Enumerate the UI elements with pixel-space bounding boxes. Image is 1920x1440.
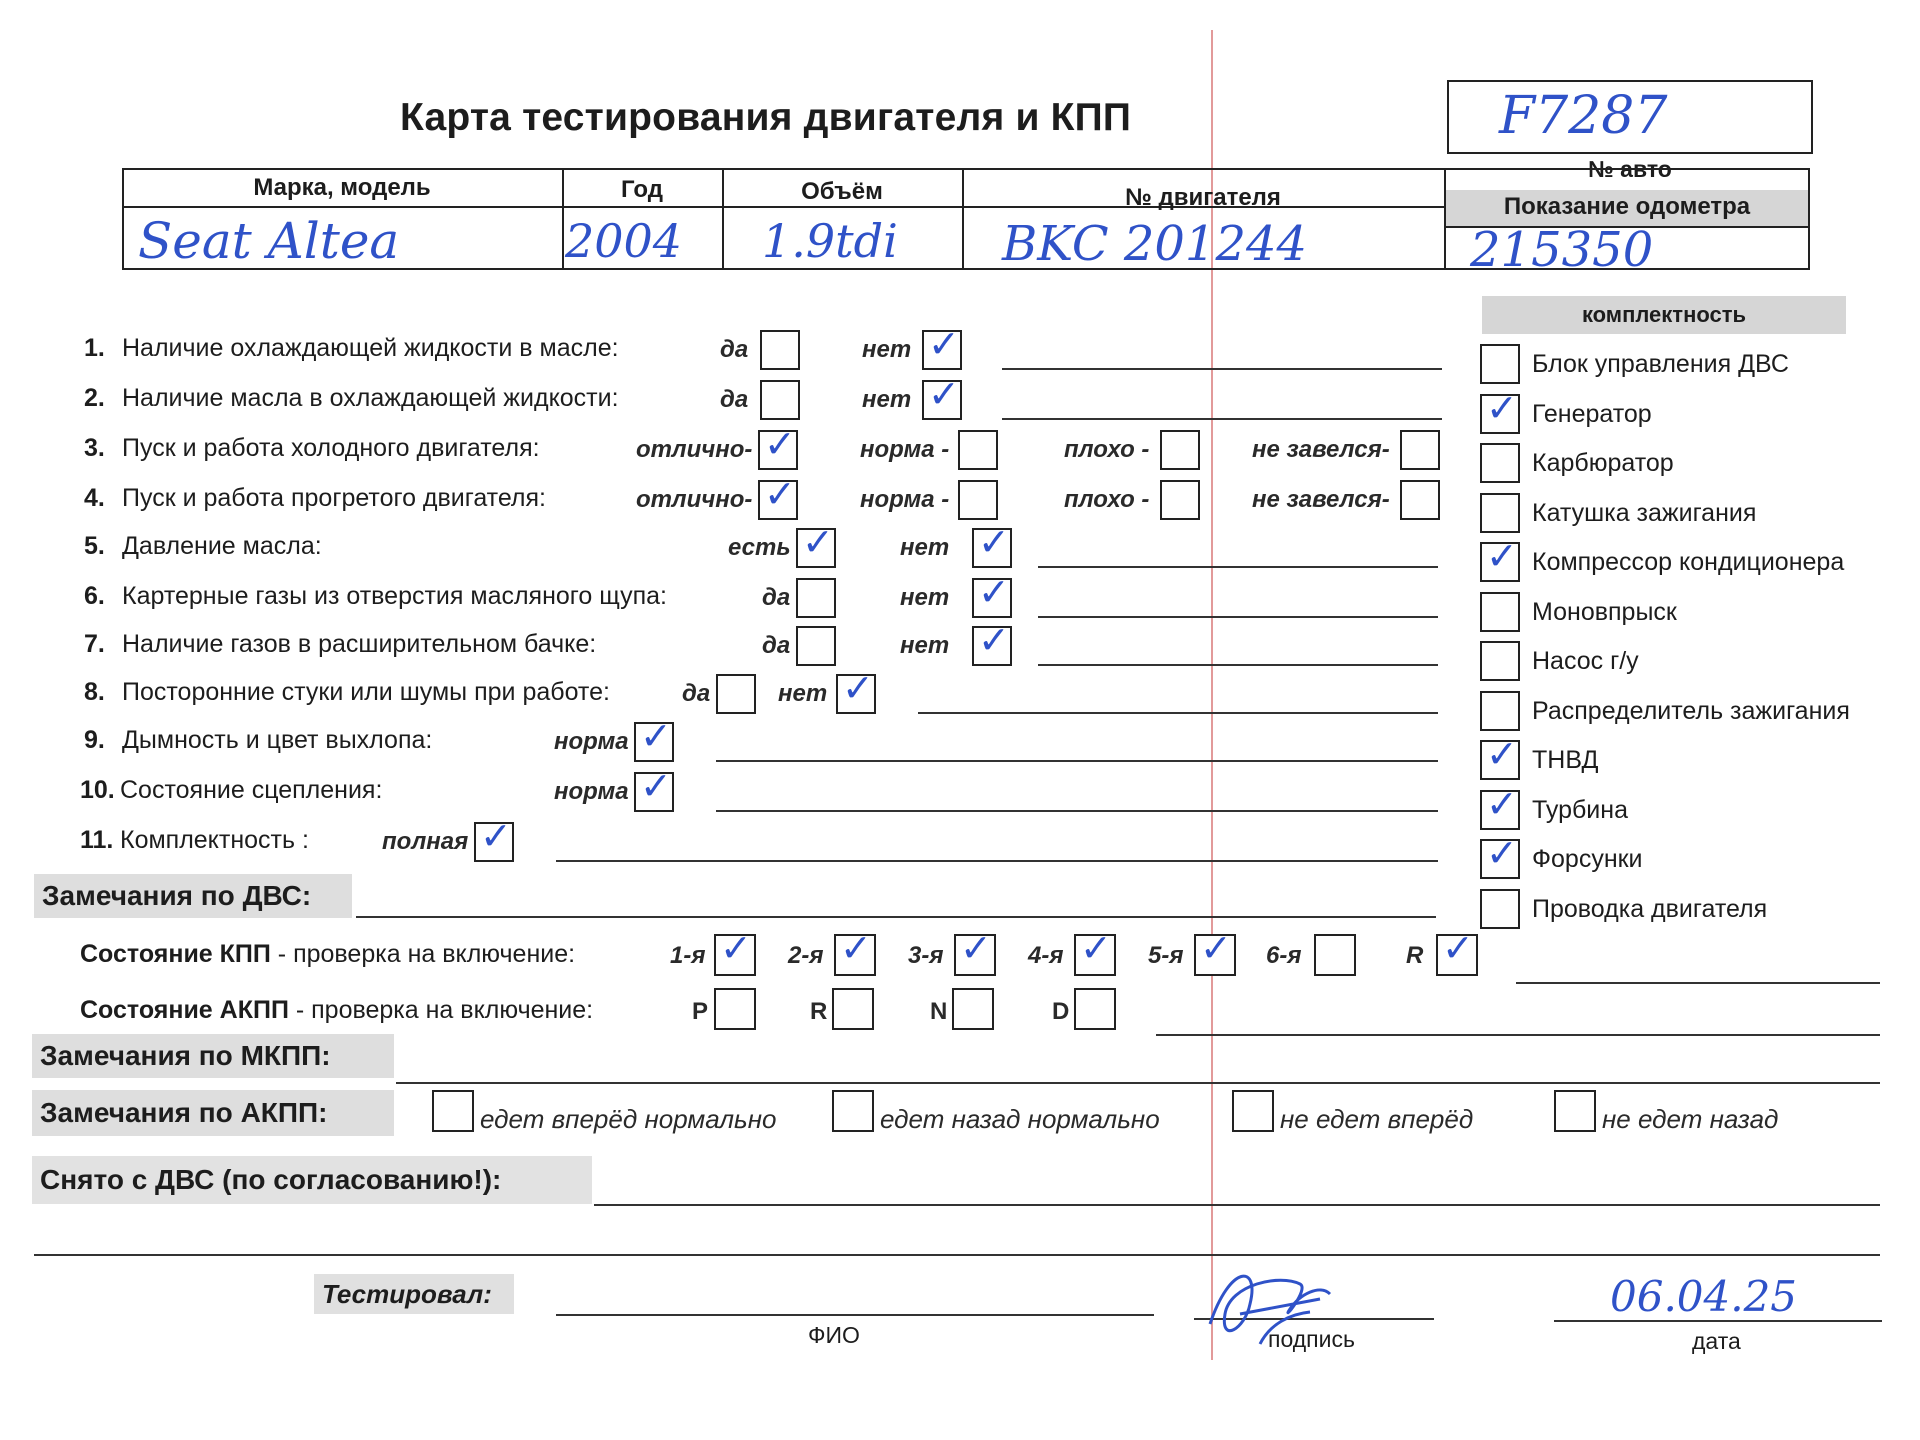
option-checkbox[interactable] [760, 380, 800, 420]
gear-label: 4-я [1028, 942, 1064, 969]
akpp-mode-checkbox[interactable] [952, 988, 994, 1030]
option-label: нет [778, 680, 828, 707]
kit-item-label: ТНВД [1532, 746, 1599, 774]
question-number: 9. [84, 726, 105, 754]
answer-line[interactable] [918, 712, 1438, 714]
option-checkbox[interactable] [716, 674, 756, 714]
check-mark-icon: ✓ [1200, 926, 1232, 970]
option-label: отлично- [636, 486, 753, 513]
check-mark-icon: ✓ [978, 520, 1010, 564]
fio-label: ФИО [808, 1322, 860, 1348]
akpp-remark-checkbox[interactable] [1232, 1090, 1274, 1132]
option-label: плохо - [1064, 486, 1150, 513]
gear-label: 6-я [1266, 942, 1302, 969]
car-number-label: № авто [1588, 156, 1672, 182]
check-mark-icon: ✓ [1486, 385, 1518, 430]
option-checkbox[interactable] [758, 472, 798, 520]
akpp-remark-label: не едет вперёд [1280, 1104, 1474, 1134]
akpp-remark-checkbox[interactable] [432, 1090, 474, 1132]
akpp-label [80, 996, 593, 1025]
check-mark-icon: ✓ [640, 764, 672, 808]
check-mark-icon: ✓ [480, 814, 512, 858]
question-text: Дымность и цвет выхлопа: [122, 726, 433, 754]
option-checkbox[interactable] [760, 330, 800, 370]
akpp-remark-label: едет вперёд нормально [480, 1104, 777, 1134]
gear-checkbox[interactable] [1194, 926, 1236, 976]
answer-line[interactable] [716, 760, 1438, 762]
kit-item-label: Моновпрыск [1532, 597, 1677, 626]
check-mark-icon: ✓ [978, 570, 1010, 614]
question-number: 2. [84, 384, 105, 412]
option-label: норма - [860, 436, 950, 463]
kit-checkbox[interactable] [1480, 641, 1520, 681]
check-mark-icon: ✓ [928, 322, 960, 366]
option-checkbox[interactable] [922, 322, 962, 370]
question-text: Пуск и работа прогретого двигателя: [122, 484, 546, 512]
answer-line[interactable] [556, 860, 1438, 862]
kit-item-label: Генератор [1532, 399, 1652, 428]
removed-line[interactable] [594, 1204, 1880, 1206]
answer-line[interactable] [1038, 664, 1438, 666]
option-checkbox[interactable] [972, 618, 1012, 666]
kit-checkbox[interactable] [1480, 493, 1520, 533]
option-checkbox[interactable] [958, 430, 998, 470]
signature-scribble [1200, 1254, 1350, 1354]
kpp-label-rest: - проверка на включение: [270, 940, 576, 968]
check-mark-icon: ✓ [1486, 781, 1518, 826]
check-mark-icon: ✓ [1442, 926, 1474, 970]
gear-label: 3-я [908, 942, 944, 969]
check-mark-icon: ✓ [640, 714, 672, 758]
car-number-value[interactable]: F7287 [1499, 86, 1668, 146]
option-label: есть [728, 534, 791, 561]
answer-line[interactable] [1002, 368, 1442, 370]
question-text: Пуск и работа холодного двигателя: [122, 434, 540, 462]
gear-checkbox[interactable] [1074, 926, 1116, 976]
option-label: не завелся- [1252, 436, 1390, 463]
tested-label: Тестировал: [314, 1274, 514, 1314]
kit-item-label: Форсунки [1532, 845, 1643, 873]
check-mark-icon: ✓ [802, 520, 834, 564]
kit-checkbox[interactable] [1480, 443, 1520, 483]
gear-checkbox[interactable] [954, 926, 996, 976]
option-label: да [720, 386, 749, 413]
question-text: Картерные газы из отверстия масляного щупа: [122, 582, 667, 610]
option-label: да [762, 584, 791, 611]
question-text: Давление масла: [122, 532, 322, 560]
mkpp-remarks-line[interactable] [396, 1082, 1880, 1084]
kit-checkbox[interactable] [1480, 889, 1520, 929]
check-mark-icon: ✓ [764, 472, 796, 516]
answer-line[interactable] [1038, 566, 1438, 568]
option-checkbox[interactable] [1160, 480, 1200, 520]
akpp-mode-checkbox[interactable] [832, 988, 874, 1030]
answer-line[interactable] [716, 810, 1438, 812]
option-checkbox[interactable] [972, 570, 1012, 618]
option-label: да [762, 632, 791, 659]
question-number: 11. [80, 826, 114, 854]
year-value[interactable]: 2004 [565, 214, 683, 268]
akpp-remark-checkbox[interactable] [832, 1090, 874, 1132]
option-label: норма [554, 728, 629, 755]
check-mark-icon: ✓ [1080, 926, 1112, 970]
kpp-remarks-line[interactable] [1516, 982, 1880, 984]
odometer-value[interactable]: 215350 [1470, 222, 1654, 278]
option-checkbox[interactable] [796, 578, 836, 618]
option-checkbox[interactable] [634, 764, 674, 812]
kit-checkbox[interactable] [1480, 691, 1520, 731]
akpp-label-rest: - проверка на включение: [288, 996, 594, 1024]
check-mark-icon: ✓ [928, 372, 960, 416]
removed-label: Снято с ДВС (по согласованию!): [32, 1156, 592, 1204]
option-checkbox[interactable] [474, 814, 514, 862]
question-number: 4. [84, 484, 105, 512]
option-label: норма - [860, 486, 950, 513]
gear-label: R [1406, 942, 1424, 969]
kit-checkbox[interactable] [1480, 781, 1520, 830]
option-label: нет [900, 632, 950, 659]
question-number: 8. [84, 678, 105, 706]
engine-value[interactable]: BKC 201244 [1002, 216, 1308, 272]
page-title: Карта тестирования двигателя и КПП [400, 96, 1132, 139]
check-mark-icon: ✓ [720, 926, 752, 970]
option-label: да [720, 336, 749, 363]
akpp-mode-checkbox[interactable] [714, 988, 756, 1030]
kit-checkbox[interactable] [1480, 344, 1520, 384]
option-checkbox[interactable] [1400, 480, 1440, 520]
gear-checkbox[interactable] [1436, 926, 1478, 976]
question-text: Наличие масла в охлаждающей жидкости: [122, 384, 619, 412]
option-checkbox[interactable] [958, 480, 998, 520]
option-checkbox[interactable] [1400, 430, 1440, 470]
kit-item-label: Насос г/у [1532, 647, 1639, 675]
year-label: Год [621, 176, 663, 203]
akpp-mode-label: P [692, 998, 709, 1025]
option-label: нет [900, 534, 950, 561]
kit-item-label: Проводка двигателя [1532, 894, 1768, 923]
option-checkbox[interactable] [836, 666, 876, 714]
option-checkbox[interactable] [922, 372, 962, 420]
option-label: нет [862, 386, 912, 413]
gear-label: 1-я [670, 942, 706, 969]
mkpp-remarks-label: Замечания по МКПП: [32, 1034, 394, 1078]
option-checkbox[interactable] [972, 520, 1012, 568]
akpp-mode-label: R [810, 998, 828, 1025]
question-number: 6. [84, 582, 105, 610]
option-checkbox[interactable] [758, 422, 798, 470]
option-checkbox[interactable] [796, 520, 836, 568]
akpp-remark-label: едет назад нормально [880, 1104, 1160, 1134]
kpp-label [80, 940, 575, 969]
question-number: 7. [84, 630, 105, 658]
kit-item-label: Турбина [1532, 795, 1628, 824]
kit-checkbox[interactable] [1480, 534, 1520, 582]
fio-line[interactable] [556, 1314, 1154, 1316]
gear-checkbox[interactable] [714, 926, 756, 976]
make-label: Марка, модель [253, 174, 431, 201]
odometer-label: Показание одометра [1503, 193, 1751, 220]
option-checkbox[interactable] [634, 714, 674, 762]
engine-label: № двигателя [1125, 184, 1281, 211]
akpp-remarks-label: Замечания по АКПП: [32, 1090, 394, 1136]
option-label: нет [862, 336, 912, 363]
kit-checkbox[interactable] [1480, 385, 1520, 434]
akpp-remark-label: не едет назад [1602, 1104, 1779, 1134]
kit-title: комплектность [1581, 302, 1747, 327]
akpp-mode-label: N [930, 998, 948, 1025]
check-mark-icon: ✓ [764, 422, 796, 466]
removed-line-2[interactable] [34, 1254, 1880, 1256]
option-checkbox[interactable] [1160, 430, 1200, 470]
check-mark-icon: ✓ [1486, 831, 1518, 875]
option-label: норма [554, 778, 629, 805]
option-label: отлично- [636, 436, 753, 463]
kit-item-label: Катушка зажигания [1532, 498, 1757, 527]
kit-checkbox[interactable] [1480, 831, 1520, 879]
check-mark-icon: ✓ [978, 618, 1010, 662]
question-number: 5. [84, 532, 105, 560]
kit-item-label: Распределитель зажигания [1532, 696, 1850, 725]
akpp-mode-checkbox[interactable] [1074, 988, 1116, 1030]
question-text: Посторонние стуки или шумы при работе: [122, 678, 610, 706]
check-mark-icon: ✓ [1486, 732, 1518, 776]
question-number: 3. [84, 434, 105, 462]
date-label: дата [1692, 1328, 1741, 1354]
date-value[interactable]: 06.04.25 [1610, 1272, 1798, 1321]
volume-label: Объём [801, 178, 883, 205]
option-label: не завелся- [1252, 486, 1390, 513]
check-mark-icon: ✓ [842, 666, 874, 710]
car-number-box [1447, 80, 1813, 154]
question-number: 10. [80, 776, 115, 804]
dvs-remarks-label: Замечания по ДВС: [34, 874, 352, 918]
option-label: нет [900, 584, 950, 611]
gear-checkbox[interactable] [1314, 934, 1356, 976]
gear-label: 5-я [1148, 942, 1184, 969]
akpp-remark-checkbox[interactable] [1554, 1090, 1596, 1132]
kit-item-label: Карбюратор [1532, 449, 1674, 477]
question-text: Наличие газов в расширительном бачке: [122, 630, 597, 658]
akpp-mode-label: D [1052, 998, 1070, 1025]
option-label: плохо - [1064, 436, 1150, 463]
question-text: Комплектность : [120, 826, 309, 854]
dvs-remarks-line[interactable] [356, 916, 1436, 918]
kpp-label-bold: Состояние КПП [80, 940, 271, 968]
check-mark-icon: ✓ [840, 926, 872, 970]
kit-item-label: Блок управления ДВС [1532, 350, 1789, 378]
option-label: да [682, 680, 711, 707]
volume-value[interactable]: 1.9tdi [762, 214, 898, 268]
akpp-label-bold: Состояние АКПП [80, 996, 289, 1024]
question-number: 1. [84, 334, 105, 362]
gear-label: 2-я [788, 942, 824, 969]
check-mark-icon: ✓ [960, 926, 992, 970]
option-checkbox[interactable] [796, 626, 836, 666]
question-text: Состояние сцепления: [120, 776, 383, 804]
option-label: полная [382, 828, 469, 855]
kit-checkbox[interactable] [1480, 592, 1520, 632]
akpp-remarks-line[interactable] [1156, 1034, 1880, 1036]
answer-line[interactable] [1038, 616, 1438, 618]
question-text: Наличие охлаждающей жидкости в масле: [122, 334, 619, 362]
signature-label: подпись [1268, 1326, 1355, 1352]
answer-line[interactable] [1002, 418, 1442, 420]
kit-checkbox[interactable] [1480, 732, 1520, 780]
gear-checkbox[interactable] [834, 926, 876, 976]
make-value[interactable]: Seat Altea [138, 212, 400, 270]
check-mark-icon: ✓ [1486, 534, 1518, 578]
kit-item-label: Компрессор кондиционера [1532, 548, 1845, 576]
